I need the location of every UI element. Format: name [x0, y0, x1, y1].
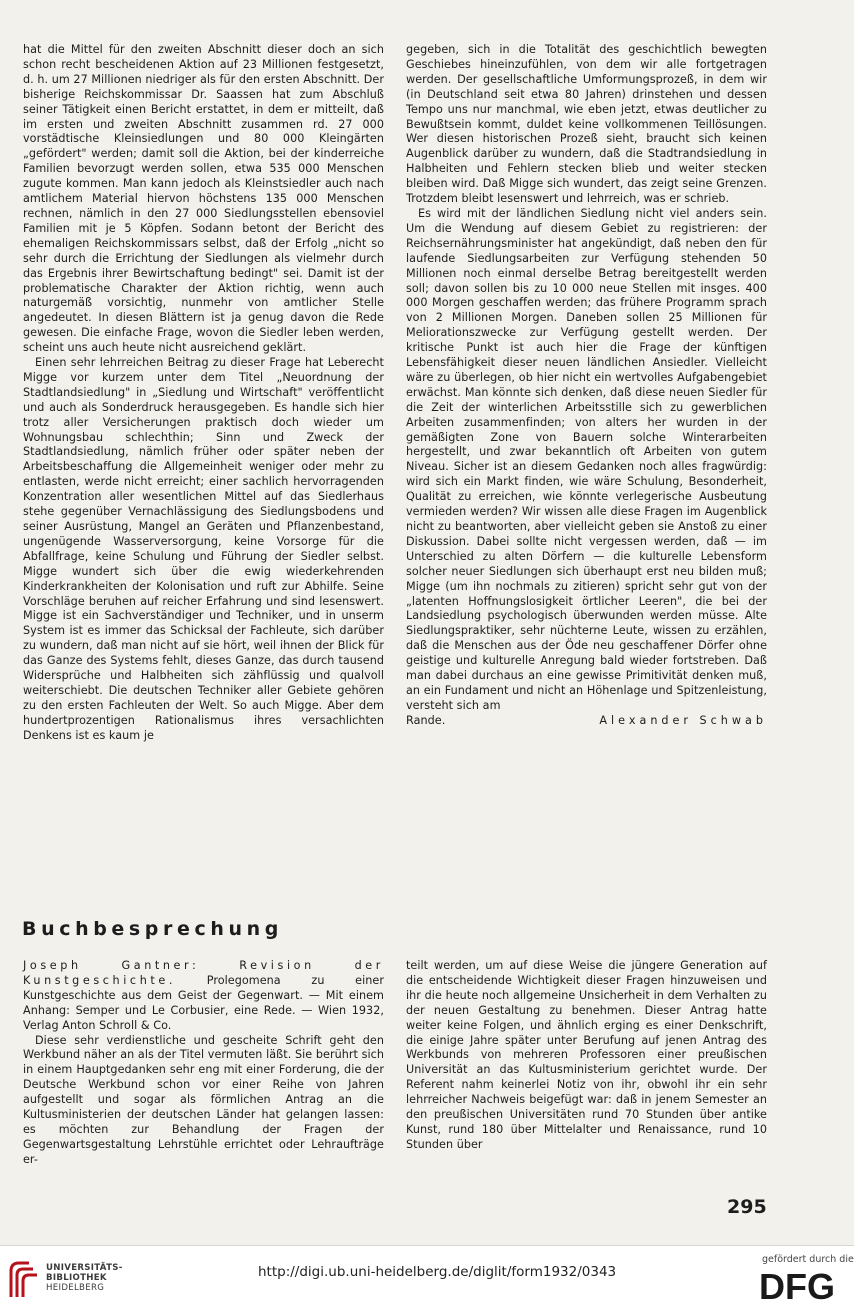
- closing-word: Rande.: [406, 713, 446, 727]
- review-paragraph: teilt werden, um auf diese Weise die jüngere Generation auf die entscheidende Wichtigkeit dieser Fragen hinzuweisen und ihr die heute noch allgemeine Unsicherheit in dem Verhalten zu der neuen Gestaltung zu benehmen. Dieser Antrag hatte weiter keine Folgen, und ähnlich erging es einer Denkschrift, die einige Jahre später unter Berufung auf jenen Antrag des Werkbunds von mehreren Professoren einer preußischen Universität an das Kultusministerium gerichtet wurde. Der Referent nahm keinerlei Notiz von ihr, obwohl ihr ein sehr lehrreicher Nachweis beigefügt war: daß in jenem Semester an den preußischen Universitäten rund 70 Stunden über antike Kunst, rund 180 über Mittelalter und Renaissance, rund 10 Stunden über: [406, 959, 767, 1151]
- dfg-logo-icon[interactable]: [759, 1268, 843, 1302]
- article-right-column: [406, 43, 767, 729]
- library-name-line: HEIDELBERG: [46, 1283, 105, 1293]
- permalink-url[interactable]: http://digi.ub.uni-heidelberg.de/diglit/form1932/0343: [258, 1264, 617, 1280]
- author-signature: Alexander Schwab: [599, 713, 767, 727]
- library-name-line: BIBLIOTHEK: [46, 1273, 107, 1283]
- section-title: Buchbesprechung: [22, 918, 283, 940]
- page-number: 295: [727, 1196, 767, 1218]
- book-citation: [23, 959, 384, 1034]
- review-right-column: [406, 959, 767, 1153]
- article-signature-line: [406, 714, 767, 729]
- dfg-logo-text: DFG: [759, 1268, 835, 1302]
- review-left-column: [23, 959, 384, 1168]
- funding-caption: gefördert durch die: [762, 1254, 854, 1265]
- review-paragraph: Diese sehr verdienstliche und gescheite Schrift geht den Werkbund näher an als der Titel vermuten läßt. Sie berührt sich in einem Hauptgedanken sehr eng mit einer Forderung, die der Deutsche Werkbund schon vor einer Reihe von Jahren aufgestellt und sogar als förmlichen Antrag an die Kultusministerien der deutschen Länder hat gelangen lassen: es möchten zur Behandlung der Fragen der Gegenwartsgestaltung Lehrstühle errichtet oder Lehraufträge er-: [23, 1033, 384, 1166]
- article-paragraph: gegeben, sich in die Totalität des geschichtlich bewegten Geschiebes hineinzufühlen, von dem wir alle fortgetragen werden. Der gesellschaftliche Umformungsprozeß, in dem wir (in Deutschland seit etwa 80 Jahren) drinstehen und dessen Tempo uns nur manchmal, wie eben jetzt, etwas deutlicher zu Bewußtsein kommt, duldet keine vollkommenen Teillösungen. Wer diesen historischen Prozeß sieht, braucht sich keinen Augenblick darüber zu wundern, daß die Stadtrandsiedlung in Halbheiten und Fehlern stecken blieb und weiter stecken bleiben wird. Daß Migge sich wundert, das zeigt seine Grenzen. Trotzdem bleibt lesenswert und lehrreich, was er schrieb.: [406, 43, 767, 206]
- digitization-footer: [0, 1245, 854, 1310]
- article-paragraph: hat die Mittel für den zweiten Abschnitt dieser doch an sich schon recht bescheidenen Aktion auf 23 Millionen festgesetzt, d. h. um 27 Millionen niedriger als für den ersten Abschnitt. Der bisherige Reichskommissar Dr. Saassen hat zum Abschluß seiner Tätigkeit einen Bericht erstattet, in dem er mitteilt, daß im ersten und zweiten Abschnitt zusammen rd. 27 000 vorstädtische Kleinsiedlungen und 80 000 Kleingärten „gefördert" werden; damit soll die Aktion, bei der kinderreiche Familien bevorzugt werden sollen, etwa 535 000 Menschen zugute kommen. Man kann jedoch als Kleinstsiedler auch nach amtlichem Material hiervon höchstens 135 000 Menschen rechnen, nämlich in den 27 000 Siedlungsstellen ebensoviel Familien mit je 5 Köpfen. Sodann betont der Bericht des ehemaligen Reichskommissars selbst, daß der Erfolg „nicht so sehr durch die Errichtung der Siedlungen als vielmehr durch das Ergebnis ihrer Bewirtschaftung bedingt" sei. Damit ist der problematische Charakter der Aktion richtig, wenn auch naturgemäß vorsichtig, nunmehr von amtlicher Stelle angedeutet. In diesen Blättern ist ja genug davon die Rede gewesen. Die einfache Frage, wovon die Siedler leben werden, scheint uns auch heute nicht ausreichend geklärt.: [23, 43, 384, 355]
- library-name: [46, 1263, 123, 1293]
- article-paragraph: Es wird mit der ländlichen Siedlung nicht viel anders sein. Um die Wendung auf diesem Gebiet zu registrieren: der Reichsernährungsminister hat angekündigt, daß neben den für laufende Siedlungsarbeiten zur Verfügung stehenden 50 Millionen noch einmal derselbe Betrag bereitgestellt werden soll; davon sollen bis zu 10 000 neue Stellen mit insges. 400 000 Morgen geschaffen werden; das frühere Programm sprach von 2 Millionen Morgen. Daneben sollen 25 Millionen für Meliorationszwecke zur Verfügung gestellt werden. Der kritische Punkt ist auch hier die Frage der künftigen Lebensfähigkeit dieser neuen ländlichen Ansiedler. Vielleicht wäre zu überlegen, ob hier nicht ein wertvolles Aufgabengebiet erwächst. Man könnte sich denken, daß diese neuen Siedler für die Zeit der winterlichen Arbeitsstille sich zu gewerblichen Arbeiten zusammenfinden; von alters her wurden in der gemäßigten Zone von Bauern solche Winterarbeiten hergestellt, und zwar bekanntlich oft Arbeiten von gutem Niveau. Sicher ist an diesem Gedanken noch alles fragwürdig: wird sich ein Markt finden, wie wäre Schulung, Besonderheit, Qualität zu erreichen, wie könnte verlegerische Ausbeutung vermieden werden? Wir wissen alle diese Fragen im Augenblick nicht zu beantworten, aber vielleicht geben sie Anstoß zu einer Diskussion. Dabei sollte nicht vergessen werden, daß — im Unterschied zu alten Dörfern — die kulturelle Lebensform solcher neuer Siedlungen sich überhaupt erst neu bilden muß; Migge (um ihn nochmals zu zitieren) spricht sehr gut von der „latenten Hoffnungslosigkeit örtlicher Leeren", die bei der Landsiedlung psychologisch überwunden werden müsse. Alte Siedlungspraktiker, sehr nüchterne Leute, wissen zu erzählen, daß die Menschen aus der Öde neu geschaffener Dörfer ohne geistige und kulturelle Anregung bald wieder fortstreben. Daß man dabei durchaus an eine gewisse Primitivität denken muß, an ein Fundament und nicht an Höhenlage und Spitzenleistung, versteht sich am: [406, 206, 767, 712]
- university-library-logo-icon[interactable]: [7, 1259, 39, 1299]
- book-author-title: Joseph Gantner: Revision der Kunstgeschichte.: [23, 959, 384, 987]
- book-details: Prolegomena zu einer Kunstgeschichte aus dem Geist der Gegenwart. — Mit einem Anhang: Semper und Le Corbusier, eine Rede. — Wien 1932, Verlag Anton Schroll & Co.: [23, 973, 384, 1032]
- article-left-column: [23, 43, 384, 744]
- article-paragraph: Einen sehr lehrreichen Beitrag zu dieser Frage hat Leberecht Migge vor kurzem unter dem Titel „Neuordnung der Stadtlandsiedlung" in „Siedlung und Wirtschaft" veröffentlicht und auch als Sonderdruck herausgegeben. Es handle sich hier trotz aller Versicherungen praktisch doch wieder um Wohnungsbau schlechthin; Sinn und Zweck der Stadtlandsiedlung, nämlich früher oder später neben der Arbeitsbeschaffung die Allgemeinheit weniger oder mehr zu entlasten, werde nicht erreicht; einer sachlich hervorragenden Konzentration aller wesentlichen Mittel auf das Siedlerhaus stehe gegenüber Vernachlässigung des Siedlungsbodens und seiner Ausrüstung, Mangel an Geräten und Pflanzenbestand, ungenügende Wasserversorgung, keine Vorsorge für die Abfallfrage, keine Schulung und Führung der Siedler selbst. Migge wundert sich über die ewig wiederkehrenden Kinderkrankheiten der Kolonisation und ruft zur Abhilfe. Seine Vorschläge beruhen auf reicher Erfahrung und sind lesenswert. Migge ist ein Sachverständiger und Techniker, und in unserm System ist es immer das Schicksal der Fachleute, sich darüber zu wundern, daß man nicht auf sie hört, weil ihnen der Blick für das Ganze des Systems fehlt, dieses Ganze, das durch tausend Widersprüche und Halbheiten sich zähflüssig und qualvoll weiterschiebt. Die deutschen Techniker aller Gebiete gehören zu den ersten Fachleuten der Welt. So auch Migge. Aber dem hundertprozentigen Rationalismus ihres versachlichten Denkens ist es kaum je: [23, 356, 384, 742]
- library-name-line: UNIVERSITÄTS-: [46, 1263, 123, 1273]
